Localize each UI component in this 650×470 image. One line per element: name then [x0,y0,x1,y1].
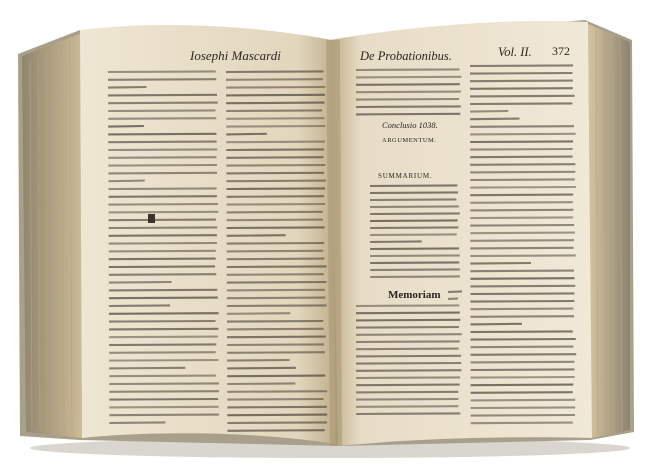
text-line [470,96,574,97]
text-line [227,376,325,377]
text-line [470,172,575,173]
text-line [109,298,218,299]
text-line [356,305,459,306]
text-line [356,363,461,364]
text-line [356,327,459,328]
text-line [109,235,217,236]
text-line [227,282,327,283]
text-line [471,415,575,416]
text-line [227,259,325,260]
text-line [370,248,459,249]
text-line [356,320,460,321]
text-line [370,262,459,263]
text-line [109,329,218,330]
text-line [470,88,573,89]
text-line [470,111,508,112]
text-line [227,422,327,423]
text-line [108,110,215,111]
text-line [471,324,522,325]
text-line [226,188,325,189]
text-line [108,181,144,182]
text-line [470,248,573,249]
text-line [370,213,460,214]
text-line [471,377,575,378]
summarium-heading: SUMMARIUM. [378,172,433,180]
text-line [227,352,325,353]
text-line [109,282,172,283]
text-line [109,251,216,252]
text-line [226,87,325,88]
text-line [226,149,324,150]
left-running-head: Iosephi Mascardi [190,48,281,63]
text-line [226,118,324,119]
text-line [470,157,572,158]
text-line [226,134,267,135]
text-line [370,241,422,242]
text-line [370,206,459,207]
text-line [471,407,576,408]
text-line [370,276,460,277]
text-line [356,69,460,70]
page-number: 372 [552,44,570,58]
text-line [109,376,216,377]
text-line [108,188,216,189]
text-line [471,400,576,401]
text-line [227,243,325,244]
text-line [108,173,217,174]
text-line [108,87,146,88]
text-line [227,407,326,408]
text-line [227,227,325,228]
text-line [227,220,324,221]
text-line [470,255,575,256]
text-line [226,126,325,127]
text-line [227,321,323,322]
text-line [108,196,216,197]
text-line [227,329,324,330]
text-line [470,65,573,66]
text-line [356,406,458,407]
text-line [108,165,217,166]
text-line [356,349,458,350]
text-line [109,407,218,408]
text-line [470,134,575,135]
text-line [109,415,219,416]
text-line [109,266,215,267]
text-line [356,341,460,342]
text-line [470,103,572,104]
text-line [109,305,170,306]
text-line [470,164,575,165]
text-line [226,181,325,182]
text-line [471,392,573,393]
text-line [108,134,216,135]
text-line [470,210,573,211]
text-line [470,149,572,150]
text-line [356,377,460,378]
text-line [470,202,573,203]
text-line [471,362,575,363]
text-line [356,399,458,400]
text-line [109,220,216,221]
text-line [109,391,219,392]
text-line [470,179,574,180]
text-line [356,385,459,386]
text-line [109,274,216,275]
text-line [370,220,457,221]
text-line [226,71,324,72]
text-line [471,331,573,332]
text-line [470,278,574,279]
text-line [227,212,323,213]
conclusio-heading: Conclusio 1038. [382,120,438,130]
text-line [470,225,574,226]
text-line [370,255,460,256]
text-line [109,352,216,353]
text-line [471,385,574,386]
text-line [471,347,574,348]
text-line [356,413,460,414]
text-line [226,142,325,143]
text-line [448,291,462,292]
text-line [226,165,325,166]
text-line [109,368,185,369]
text-line [227,383,295,384]
text-line [227,368,296,369]
text-line [108,126,144,127]
text-line [227,266,327,267]
argumentum-heading: ARGUMENTUM. [382,137,437,144]
text-line [109,227,218,228]
text-line [227,430,324,431]
text-line [470,309,573,310]
text-line [108,79,216,80]
text-line [470,301,574,302]
text-line [226,103,324,104]
text-line [227,251,323,252]
text-line [227,290,325,291]
text-line [470,187,576,188]
text-line [471,369,575,370]
memoriam-section-word: Memoriam [388,289,441,301]
text-line [227,235,286,236]
text-line [227,298,326,299]
text-line [226,110,322,111]
text-line [226,79,323,80]
text-line [470,233,575,234]
text-line [471,423,573,424]
text-line [370,227,458,228]
text-line [226,95,325,96]
text-line [470,126,574,127]
text-line [109,399,218,400]
text-line [109,259,216,260]
text-line [370,199,456,200]
text-line [109,337,218,338]
text-line [356,370,461,371]
text-line [227,399,323,400]
text-line [471,316,575,317]
text-line [108,149,217,150]
text-line [109,204,218,205]
text-line [356,334,462,335]
text-line [227,337,326,338]
text-line [227,305,327,306]
text-line [470,141,573,142]
text-line [356,77,461,78]
text-line [470,240,574,241]
text-line [108,118,216,119]
text-line [109,321,216,322]
text-line [370,185,457,186]
text-line [227,204,326,205]
text-line [109,313,219,314]
text-line [470,195,573,196]
text-line [109,212,219,213]
text-line [227,313,290,314]
text-line [356,114,460,115]
text-line [370,269,460,270]
text-line [448,298,458,299]
text-line [109,360,218,361]
text-line [356,392,458,393]
text-line [227,415,327,416]
text-line [109,383,219,384]
text-line [108,71,216,72]
text-line [356,92,461,93]
text-line [470,271,574,272]
text-line [226,196,324,197]
text-line [109,344,216,345]
text-line [470,73,572,74]
text-line [471,354,577,355]
text-line [356,84,460,85]
text-line [109,422,165,423]
text-line [109,290,217,291]
text-line [470,263,531,264]
text-line [370,192,458,193]
text-line [356,99,459,100]
text-line [471,339,576,340]
right-running-head: De Probationibus. [360,49,452,63]
right-page-edges [588,24,630,438]
text-line [109,243,217,244]
text-line [227,274,324,275]
text-line [108,103,218,104]
text-line [226,157,323,158]
text-line [356,356,461,357]
text-line [227,344,324,345]
text-line [226,173,324,174]
text-line [470,217,573,218]
text-line [108,95,217,96]
volume-label: Vol. II. [498,45,532,59]
text-line [227,360,289,361]
drop-initial [148,214,155,223]
text-line [470,119,519,120]
text-line [227,391,327,392]
text-line [470,81,573,82]
text-line [108,142,216,143]
text-line [356,313,460,314]
text-line [470,286,575,287]
text-line [108,157,216,158]
text-line [356,106,461,107]
text-line [470,293,574,294]
text-line [370,234,457,235]
